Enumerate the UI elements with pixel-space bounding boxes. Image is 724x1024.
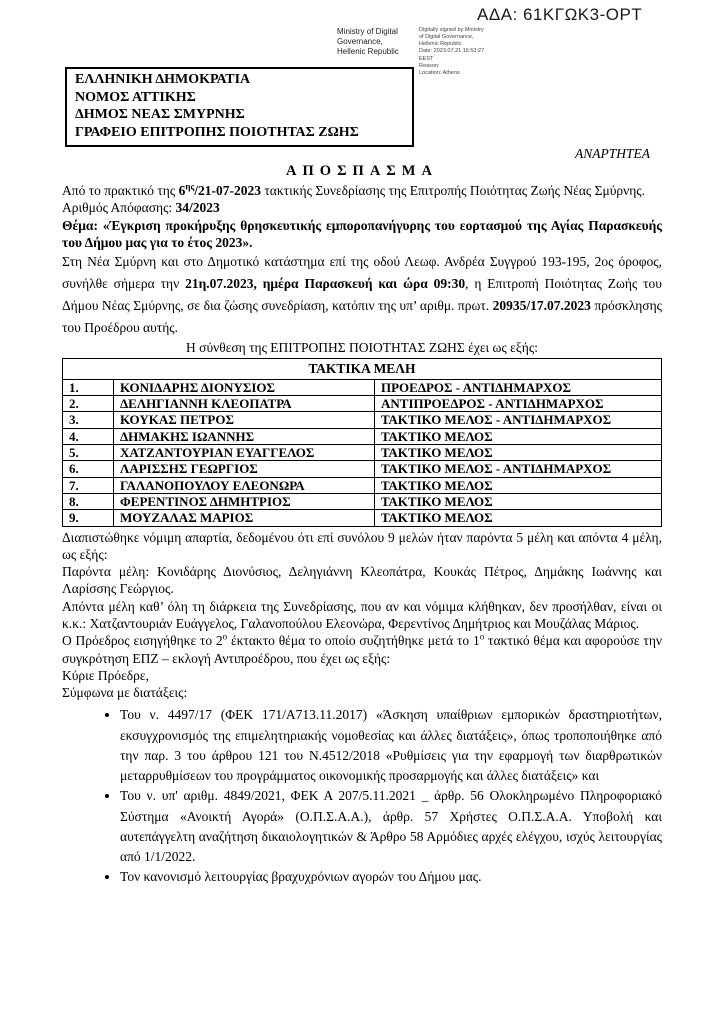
intro-pre: Από το πρακτικό της — [62, 183, 179, 198]
letterhead-line-republic: ΕΛΛΗΝΙΚΗ ΔΗΜΟΚΡΑΤΙΑ — [75, 72, 251, 87]
member-name: ΜΟΥΖΑΛΑΣ ΜΑΡΙΟΣ — [114, 510, 375, 526]
members-table — [62, 358, 662, 527]
session-date: /21-07-2023 — [194, 183, 261, 198]
member-name: ΔΗΜΑΚΗΣ ΙΩΑΝΝΗΣ — [114, 428, 375, 444]
legal-references-list — [62, 705, 662, 887]
table-row — [63, 412, 662, 428]
member-name: ΔΕΛΗΓΙΑΝΝΗ ΚΛΕΟΠΑΤΡΑ — [114, 396, 375, 412]
member-role: ΤΑΚΤΙΚΟ ΜΕΛΟΣ — [375, 445, 662, 461]
ministry-line: Governance, — [337, 37, 383, 46]
ordinal-sup: ο — [479, 631, 485, 642]
letterhead-line-prefecture: ΝΟΜΟΣ ΑΤΤΙΚΗΣ — [75, 89, 196, 105]
salutation-line: Κύριε Πρόεδρε, — [62, 667, 149, 683]
letterhead-line-office: ΓΡΑΦΕΙΟ ΕΠΙΤΡΟΠΗΣ ΠΟΙΟΤΗΤΑΣ ΖΩΗΣ — [75, 124, 359, 140]
letterhead-box — [65, 67, 414, 147]
chair-text: Ο Πρόεδρος εισηγήθηκε το 2 — [62, 633, 223, 649]
member-number: 8. — [63, 493, 114, 509]
protocol-number: 20935/17.07.2023 — [492, 297, 591, 313]
table-row — [63, 445, 662, 461]
member-name: ΚΟΥΚΑΣ ΠΕΤΡΟΣ — [114, 412, 375, 428]
absent-members-paragraph: Απόντα μέλη καθ’ όλη τη διάρκεια της Συνεδρίασης, που αν και νόμιμα κλήθηκαν, δεν προσήλθαν, είναι οι κ.κ.: Χατζαντουριάν Ευάγγελος, Γαλανοπούλου Ελεονώρα, Φερεντίνος Δημήτριος και Μουζάλας Μάριος. — [62, 598, 662, 631]
document-title: ΑΠΟΣΠΑΣΜΑ — [286, 163, 438, 179]
member-number: 6. — [63, 461, 114, 477]
member-role: ΤΑΚΤΙΚΟ ΜΕΛΟΣ — [375, 493, 662, 509]
anartitea-annotation: ΑΝΑΡΤΗΤΕΑ — [574, 146, 650, 161]
signature-detail-line: Hellenic Republic — [419, 41, 462, 48]
table-header: ΤΑΚΤΙΚΑ ΜΕΛΗ — [63, 358, 662, 379]
member-role: ΤΑΚΤΙΚΟ ΜΕΛΟΣ - ΑΝΤΙΔΗΜΑΡΧΟΣ — [375, 461, 662, 477]
member-number: 1. — [63, 379, 114, 395]
member-role: ΤΑΚΤΙΚΟ ΜΕΛΟΣ — [375, 428, 662, 444]
signature-details — [419, 27, 509, 77]
venue-text: Στη Νέα Σμύρνη και στο Δημοτικό κατάστημα επί της οδού Λεωφ. Ανδρέα Συγγρού 193-195, 2ος όροφος, συνήλθε σήμερα την — [62, 254, 662, 291]
signature-detail-line: Reason: — [419, 62, 440, 69]
decision-label: Αριθμός Απόφασης: — [62, 200, 176, 216]
signature-detail-line: Location: Athens — [419, 69, 460, 76]
member-name: ΓΑΛΑΝΟΠΟΥΛΟΥ ΕΛΕΟΝΩΡΑ — [114, 477, 375, 493]
member-number: 7. — [63, 477, 114, 493]
member-role: ΠΡΟΕΔΡΟΣ - ΑΝΤΙΔΗΜΑΡΧΟΣ — [375, 379, 662, 395]
chair-text: τακτικό θέμα και αφορούσε την συγκρότηση ΕΠΖ – εκλογή Αντιπροέδρου, που έχει ως εξής: — [62, 633, 662, 666]
venue-paragraph — [62, 251, 662, 338]
ada-code: ΑΔΑ: 61ΚΓΩΚ3-ΟΡΤ — [477, 5, 643, 24]
signature-detail-line: of Digital Governance, — [419, 34, 474, 41]
list-item-market-regulation: • Τον κανονισμό λειτουργίας βραχυχρόνιων αγορών του Δήμου μας. — [120, 867, 662, 887]
subject-paragraph: Θέμα: «Έγκριση προκήρυξης θρησκευτικής εμποροπανήγυρης του εορτασμού της Αγίας Παρασκευής του Δήμου μας για το έτος 2023». — [62, 217, 662, 250]
member-role: ΤΑΚΤΙΚΟ ΜΕΛΟΣ — [375, 477, 662, 493]
decision-number-line — [62, 199, 662, 216]
table-row — [63, 461, 662, 477]
ordinal-sup: ο — [222, 631, 228, 642]
table-row — [63, 379, 662, 395]
session-ordinal-sup: ης — [185, 181, 195, 192]
member-name: ΚΟΝΙΔΑΡΗΣ ΔΙΟΝΥΣΙΟΣ — [114, 379, 375, 395]
table-row — [63, 396, 662, 412]
signature-detail-line: EEST — [419, 55, 434, 62]
member-name: ΧΑΤΖΑΝΤΟΥΡΙΑΝ ΕΥΑΓΓΕΛΟΣ — [114, 445, 375, 461]
document-body — [62, 163, 662, 888]
intro-paragraph — [62, 182, 662, 199]
according-line: Σύμφωνα με διατάξεις: — [62, 685, 188, 701]
session-number: 6 — [178, 183, 186, 198]
member-number: 3. — [63, 412, 114, 428]
table-row — [63, 493, 662, 509]
chair-intro-paragraph — [62, 632, 662, 667]
member-number: 5. — [63, 445, 114, 461]
table-row — [63, 428, 662, 444]
table-row — [63, 477, 662, 493]
list-item-law-4497: • Του ν. 4497/17 (ΦΕΚ 171/Α713.11.2017) «Άσκηση υπαίθριων εμπορικών δραστηριοτήτων, εκσυγχρονισμός της επιμελητηριακής νομοθεσίας και άλλες διατάξεις», όπως τροποποιήθηκε από την παρ. 3 του άρθρου 121 του Ν.4512/2018 «Ρυθμίσεις για την εφαρμογή των διαρθρωτικών μεταρρυθμίσεων του προγράμματος οικονομικής προσαρμογής και άλλες διατάξεις» και — [120, 705, 662, 786]
ministry-line: Ministry of Digital — [337, 27, 398, 36]
table-header-row — [63, 358, 662, 379]
venue-text: πρόσκλησης του Προέδρου αυτής. — [62, 297, 662, 335]
intro-post: τακτικής Συνεδρίασης της Επιτροπής Ποιότητας Ζωής Νέας Σμύρνης. — [261, 183, 646, 198]
member-number: 9. — [63, 510, 114, 526]
list-item-law-4849: • Του ν. υπ' αριθμ. 4849/2021, ΦΕΚ Α 207/5.11.2021 _ άρθρ. 56 Ολοκληρωμένο Πληροφοριακό Σύστημα «Ανοικτή Αγορά» (Ο.Π.Σ.Α.Α.), άρθρ. 57 Χρήστες Ο.Π.Σ.Α.Α. Υποβολή και αυτεπάγγελτη αναζήτηση δικαιολογητικών & Άρθρο 58 Αρμόδιες αρχές ελέγχου, ισχύς λειτουργίας από 1/1/2022. — [120, 786, 662, 867]
ministry-line: Hellenic Republic — [337, 47, 399, 56]
member-role: ΑΝΤΙΠΡΟΕΔΡΟΣ - ΑΝΤΙΔΗΜΑΡΧΟΣ — [375, 396, 662, 412]
meeting-datetime: 21η.07.2023, ημέρα Παρασκευή και ώρα 09:30 — [185, 275, 466, 291]
member-number: 4. — [63, 428, 114, 444]
venue-text: , η Επιτροπή Ποιότητας Ζωής του Δήμου Νέας Σμύρνης, σε δια ζώσης συνεδρίαση, κατόπιν της υπ’ αριθμ. πρωτ. — [62, 275, 662, 313]
table-row — [63, 510, 662, 526]
chair-text: έκτακτο θέμα το οποίο συζητήθηκε μετά το 1 — [227, 633, 480, 649]
present-members-paragraph: Παρόντα μέλη: Κονιδάρης Διονύσιος, Δεληγιάννη Κλεοπάτρα, Κουκάς Πέτρος, Δημάκης Ιωάννης και Λαρίσσης Γεώργιος. — [62, 564, 662, 597]
member-role: ΤΑΚΤΙΚΟ ΜΕΛΟΣ - ΑΝΤΙΔΗΜΑΡΧΟΣ — [375, 412, 662, 428]
member-number: 2. — [63, 396, 114, 412]
member-role: ΤΑΚΤΙΚΟ ΜΕΛΟΣ — [375, 510, 662, 526]
decision-number: 34/2023 — [175, 200, 220, 216]
signature-detail-line: Date: 2023.07.21 16:53:27 — [419, 48, 485, 55]
letterhead-line-municipality: ΔΗΜΟΣ ΝΕΑΣ ΣΜΥΡΝΗΣ — [75, 107, 245, 122]
composition-line: Η σύνθεση της ΕΠΙΤΡΟΠΗΣ ΠΟΙΟΤΗΤΑΣ ΖΩΗΣ έχει ως εξής: — [186, 339, 538, 355]
signature-detail-line: Digitally signed by Ministry — [419, 27, 484, 33]
quorum-paragraph: Διαπιστώθηκε νόμιμη απαρτία, δεδομένου ότι επί συνόλου 9 μελών ήταν παρόντα 5 μέλη και απόντα 4 μέλη, ως εξής: — [62, 529, 662, 562]
member-name: ΛΑΡΙΣΣΗΣ ΓΕΩΡΓΙΟΣ — [114, 461, 375, 477]
member-name: ΦΕΡΕΝΤΙΝΟΣ ΔΗΜΗΤΡΙΟΣ — [114, 493, 375, 509]
